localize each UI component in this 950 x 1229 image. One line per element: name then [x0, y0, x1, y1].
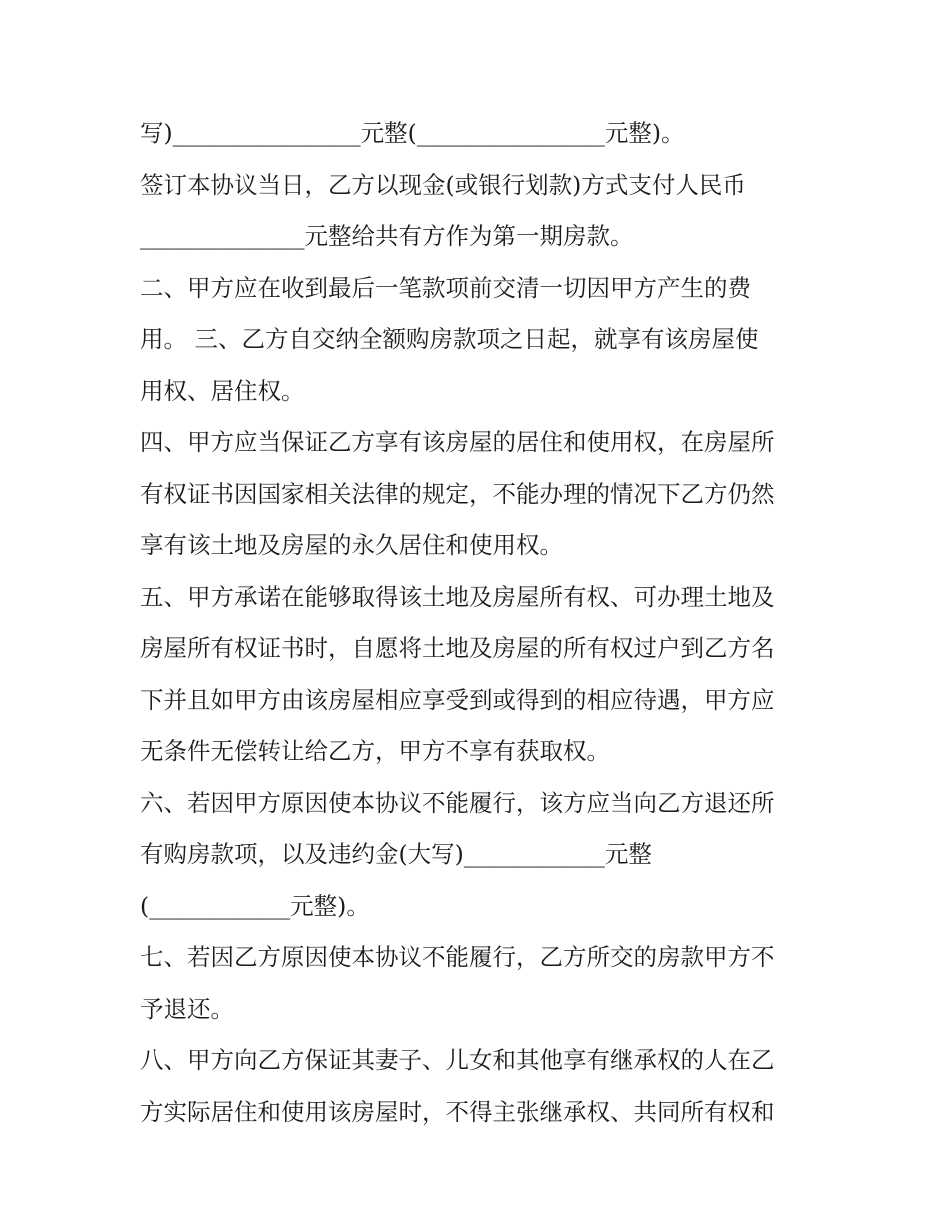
text-line: 有购房款项，以及违约金(大写)____________元整: [140, 840, 652, 868]
text-line: (____________元整)。: [140, 891, 370, 920]
text-line: 六、若因甲方原因使本协议不能履行，该方应当向乙方退还所: [140, 788, 775, 817]
text-line: 二、甲方应在收到最后一笔款项前交清一切因甲方产生的费: [140, 273, 751, 302]
text-line: 享有该土地及房屋的永久居住和使用权。: [140, 531, 563, 559]
text-line: 写)________________元整(________________元整)。: [140, 119, 685, 147]
text-line: 用。 三、乙方自交纳全额购房款项之日起，就享有该房屋使: [140, 325, 759, 353]
text-line: 四、甲方应当保证乙方享有该房屋的居住和使用权，在房屋所: [140, 428, 775, 456]
text-line: ______________元整给共有方作为第一期房款。: [140, 222, 634, 250]
text-line: 签订本协议当日，乙方以现金(或银行划款)方式支付人民币: [140, 170, 746, 199]
text-line: 无条件无偿转让给乙方，甲方不享有获取权。: [140, 737, 610, 765]
text-line: 用权、居住权。: [140, 376, 305, 405]
text-line: 八、甲方向乙方保证其妻子、儿女和其他享有继承权的人在乙: [140, 1046, 775, 1074]
agreement-text: [140, 108, 830, 1138]
text-line: 五、甲方承诺在能够取得该土地及房屋所有权、可办理土地及: [140, 582, 775, 611]
text-line: 方实际居住和使用该房屋时，不得主张继承权、共同所有权和: [140, 1097, 775, 1126]
text-line: 七、若因乙方原因使本协议不能履行，乙方所交的房款甲方不: [140, 943, 775, 971]
text-line: 有权证书因国家相关法律的规定，不能办理的情况下乙方仍然: [140, 479, 775, 508]
text-line: 予退还。: [140, 994, 234, 1023]
text-line: 下并且如甲方由该房屋相应享受到或得到的相应待遇，甲方应: [140, 685, 775, 714]
text-line: 房屋所有权证书时，自愿将土地及房屋的所有权过户到乙方名: [140, 634, 775, 662]
